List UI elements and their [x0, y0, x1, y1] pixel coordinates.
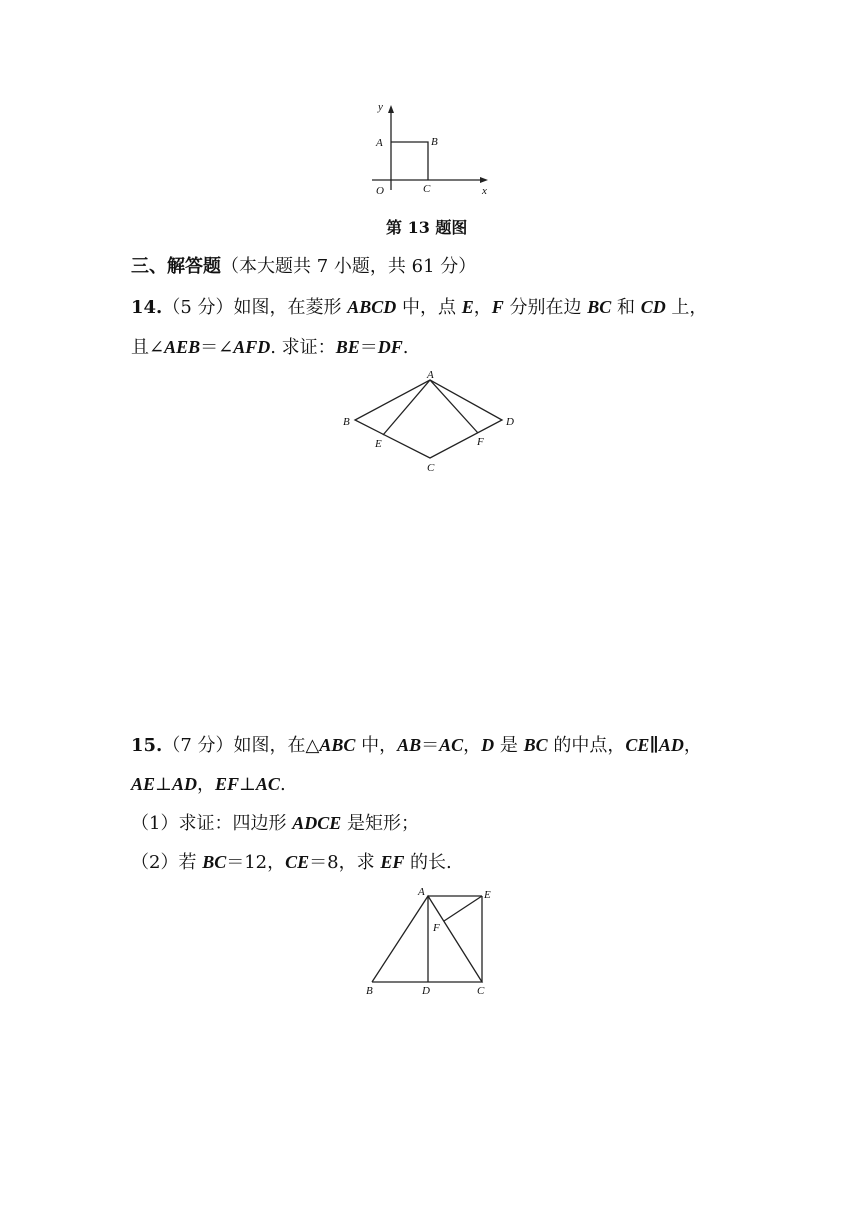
q15-text: 的长. [404, 852, 452, 873]
q14-text: 分别在边 [503, 297, 588, 318]
q15-math: ADCE [292, 813, 342, 833]
q15-part2-number: （2） [131, 852, 179, 873]
segment-ae [383, 380, 430, 435]
figure-13-diagram [360, 100, 500, 200]
figure-13-caption: 第 13 题图 [386, 218, 468, 237]
q15-part1 [131, 811, 419, 836]
q15-text: ＝12， [226, 852, 286, 873]
q15-text: ＝8，求 [309, 852, 381, 873]
q15-math: AC [439, 735, 464, 755]
label-b: B [431, 136, 438, 148]
label-o: O [376, 185, 384, 197]
label-c: C [477, 985, 485, 997]
q15-math: EF [214, 774, 239, 794]
q15-math: AB [397, 735, 422, 755]
q15-math: ABC [319, 735, 356, 755]
q14-text: ＝∠ [200, 337, 234, 358]
q14-line2 [131, 335, 408, 360]
q15-text: 是 [494, 735, 524, 756]
q15-math: BC [523, 735, 548, 755]
q15-line1 [131, 733, 702, 758]
q15-text: 的中点， [547, 735, 626, 756]
q14-score: （5 分） [162, 297, 234, 318]
figure-14-rhombus [335, 368, 525, 476]
q15-math: AE [131, 774, 156, 794]
q14-math: ABCD [347, 297, 397, 317]
section-title: 三、解答题 [131, 256, 221, 277]
q15-math: CE [625, 735, 650, 755]
section-heading [131, 255, 476, 279]
label-y: y [378, 101, 383, 113]
label-e: E [484, 889, 491, 901]
q15-text: ， [683, 735, 702, 756]
q14-math: BE [335, 337, 360, 357]
label-e: E [375, 438, 382, 450]
label-f: F [433, 922, 440, 934]
q15-line2 [131, 772, 286, 797]
q14-math: AEB [164, 337, 201, 357]
q14-text: ， [473, 297, 492, 318]
q15-text: 是矩形； [341, 813, 419, 834]
label-c: C [427, 462, 435, 474]
q15-text: 如图，在△ [233, 735, 320, 756]
q14-text: 如图，在菱形 [233, 297, 348, 318]
label-b: B [343, 416, 350, 428]
figure-15-diagram [360, 884, 500, 1000]
q15-text: . [279, 774, 286, 795]
q15-math: EF [380, 852, 405, 872]
label-d: D [422, 985, 430, 997]
section-note: （本大题共 7 小题，共 61 分） [221, 256, 477, 277]
label-x: x [482, 185, 487, 197]
q15-text: 若 [178, 852, 203, 873]
q15-math: BC [202, 852, 227, 872]
q14-text: 和 [611, 297, 641, 318]
q15-part1-number: （1） [131, 813, 179, 834]
segment-ef [444, 896, 482, 921]
q14-text: ＝ [359, 337, 378, 358]
label-a: A [376, 137, 383, 149]
q15-math: AD [171, 774, 197, 794]
q14-math: BC [587, 297, 612, 317]
label-a: A [427, 369, 434, 381]
q14-text: 上， [665, 297, 708, 318]
q15-math: AC [255, 774, 280, 794]
q15-symbol: ∥ [649, 735, 659, 755]
q15-text: ＝ [421, 735, 440, 756]
q14-text: . 求证： [270, 337, 336, 358]
q14-number: 14. [131, 297, 163, 318]
x-axis-arrow [480, 177, 488, 183]
q14-math: E [461, 297, 474, 317]
label-f: F [477, 436, 484, 448]
q15-text: 中， [355, 735, 398, 756]
q15-text: ， [196, 774, 215, 795]
q15-score: （7 分） [162, 735, 234, 756]
q14-math: DF [377, 337, 403, 357]
rectangle-abco [391, 142, 428, 180]
q15-part2 [131, 850, 452, 875]
label-c: C [423, 183, 431, 195]
label-b: B [366, 985, 373, 997]
q15-text: ， [463, 735, 482, 756]
y-axis-arrow [388, 105, 394, 113]
q15-text: 求证：四边形 [178, 813, 293, 834]
q15-math: AD [658, 735, 684, 755]
triangle-abc [372, 896, 482, 982]
q14-text: 且∠ [131, 337, 165, 358]
q15-math: D [481, 735, 495, 755]
q14-text: 中，点 [396, 297, 462, 318]
q15-symbol: ⊥ [238, 774, 256, 795]
label-d: D [506, 416, 514, 428]
q14-math: F [491, 297, 504, 317]
q14-math: CD [640, 297, 666, 317]
segment-af [430, 380, 478, 433]
q15-number: 15. [131, 735, 163, 756]
label-a: A [418, 886, 425, 898]
q14-text: . [402, 337, 409, 358]
q14-math: AFD [233, 337, 271, 357]
q14-line1 [131, 295, 707, 320]
q15-symbol: ⊥ [155, 774, 172, 795]
q15-math: CE [285, 852, 310, 872]
